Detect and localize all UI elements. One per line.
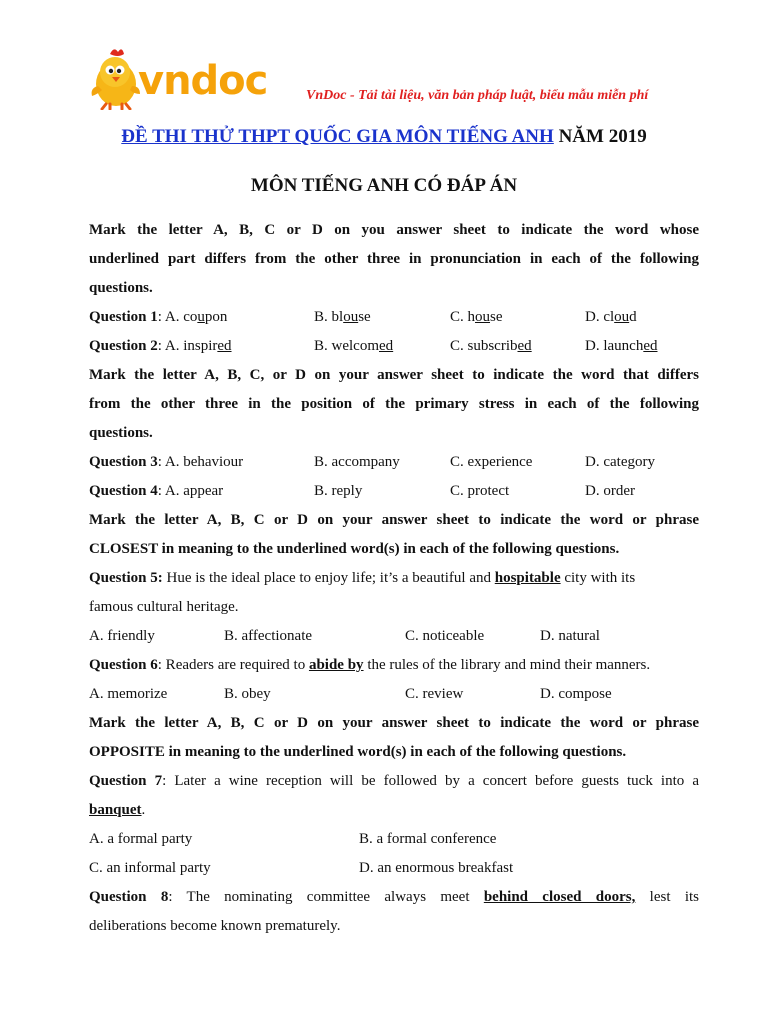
underlined-keyword: banquet (89, 802, 142, 818)
question-text-rest: lest its (635, 889, 699, 905)
vndoc-logo (88, 44, 298, 110)
instruction-line: Mark the letter A, B, C or D on your answer sheet to indicate the word or phrase (89, 512, 699, 528)
question-7-stem-cont (89, 796, 699, 825)
question-text: : Later a wine reception will be followed by a concert before guests tuck into a (162, 773, 699, 789)
instruction-line: CLOSEST in meaning to the underlined word(s) in each of the following questions. (89, 541, 620, 557)
option-a: : A. inspir (157, 338, 218, 354)
option-b: B. reply (314, 483, 363, 499)
question-5-options (89, 622, 699, 651)
question-text-rest: city with its (560, 570, 636, 586)
option-c (450, 332, 532, 361)
option-text: D. cl (585, 309, 615, 325)
question-8-stem-cont: deliberations become known prematurely. (89, 918, 341, 934)
option-b: B. affectionate (224, 628, 313, 644)
option-c: C. an informal party (89, 860, 211, 876)
instruction-line: from the other three in the position of the primary stress in each of the following (89, 396, 699, 412)
option-b: B. accompany (314, 454, 400, 470)
question-4 (89, 477, 699, 506)
question-label: Question 3 (89, 454, 158, 470)
question-2 (89, 332, 699, 361)
question-label: Question 1 (89, 309, 158, 325)
question-text-rest: . (141, 802, 146, 818)
question-5-stem (89, 564, 699, 593)
option-c: C. noticeable (405, 628, 485, 644)
question-5-stem-cont: famous cultural heritage. (89, 599, 239, 615)
underlined-part: ed (217, 338, 232, 354)
option-a: A. a formal party (89, 831, 193, 847)
option-c (450, 303, 503, 332)
exam-title (0, 126, 768, 148)
question-text: : The nominating committee always meet (168, 889, 484, 905)
instruction-line: Mark the letter A, B, C or D on your answer sheet to indicate the word or phrase (89, 715, 699, 731)
option-d (585, 303, 637, 332)
option-b: B. obey (224, 686, 271, 702)
underlined-part: ou (475, 309, 491, 325)
question-7-options-row1 (89, 825, 699, 854)
question-6-options (89, 680, 699, 709)
instruction-line: questions. (89, 280, 153, 296)
option-a: A. memorize (89, 686, 168, 702)
question-6-stem (89, 651, 699, 680)
option-d: D. compose (540, 686, 612, 702)
option-c: C. review (405, 686, 464, 702)
option-d (585, 332, 658, 361)
option-text: D. launch (585, 338, 644, 354)
logo-wordmark: vndoc (138, 58, 268, 104)
instruction-line: underlined part differs from the other three in pronunciation in each of the following (89, 251, 699, 267)
question-label: Question 4 (89, 483, 158, 499)
underlined-part: ed (517, 338, 532, 354)
option-text-rest: se (490, 309, 503, 325)
option-text-rest: se (358, 309, 371, 325)
underlined-part: ou (614, 309, 630, 325)
underlined-part: ed (643, 338, 658, 354)
question-7-options-row2 (89, 854, 699, 883)
exam-body (89, 216, 699, 941)
option-a: : A. behaviour (157, 454, 244, 470)
question-label: Question 2 (89, 338, 158, 354)
underlined-part: ed (379, 338, 394, 354)
option-text: B. bl (314, 309, 344, 325)
exam-subtitle: MÔN TIẾNG ANH CÓ ĐÁP ÁN (250, 175, 518, 196)
question-8-stem (89, 883, 699, 912)
header (88, 44, 708, 110)
option-a: A. friendly (89, 628, 155, 644)
option-b (314, 303, 371, 332)
option-text-rest: d (629, 309, 637, 325)
question-label: Question 8 (89, 889, 169, 905)
tagline: VnDoc - Tải tài liệu, văn bản pháp luật, biểu mẫu miễn phí (306, 88, 649, 103)
instruction-line: OPPOSITE in meaning to the underlined word(s) in each of the following questions. (89, 744, 627, 760)
option-text: C. subscrib (450, 338, 518, 354)
underlined-keyword: hospitable (494, 570, 561, 586)
option-text: B. welcom (314, 338, 379, 354)
option-c: C. protect (450, 483, 510, 499)
exam-title-year: NĂM 2019 (553, 126, 647, 147)
option-a: : A. co (157, 309, 198, 325)
option-d: D. category (585, 454, 655, 470)
question-text: Hue is the ideal place to enjoy life; it’s a beautiful and (162, 570, 495, 586)
question-7-stem (89, 767, 699, 796)
question-label: Question 7 (89, 773, 163, 789)
question-label: Question 6 (89, 657, 158, 673)
chick-mascot-icon (88, 44, 298, 110)
question-3 (89, 448, 699, 477)
question-text: : Readers are required to (157, 657, 309, 673)
option-b: B. a formal conference (359, 831, 497, 847)
underlined-part: u (197, 309, 205, 325)
question-1 (89, 303, 699, 332)
underlined-keyword: behind closed doors, (483, 889, 636, 905)
option-d: D. an enormous breakfast (359, 860, 514, 876)
instruction-line: Mark the letter A, B, C or D on you answer sheet to indicate the word whose (89, 222, 699, 238)
exam-title-link[interactable]: ĐỀ THI THỬ THPT QUỐC GIA MÔN TIẾNG ANH (121, 126, 554, 147)
option-a: : A. appear (157, 483, 224, 499)
underlined-keyword: abide by (308, 657, 364, 673)
question-text-rest: the rules of the library and mind their manners. (363, 657, 651, 673)
option-d: D. order (585, 483, 635, 499)
option-c: C. experience (450, 454, 533, 470)
option-text: C. h (450, 309, 476, 325)
instruction-line: questions. (89, 425, 153, 441)
option-b (314, 332, 393, 361)
option-a-rest: pon (204, 309, 228, 325)
option-d: D. natural (540, 628, 600, 644)
underlined-part: ou (343, 309, 359, 325)
question-label: Question 5: (89, 570, 163, 586)
instruction-line: Mark the letter A, B, C, or D on your answer sheet to indicate the word that differs (89, 367, 699, 383)
